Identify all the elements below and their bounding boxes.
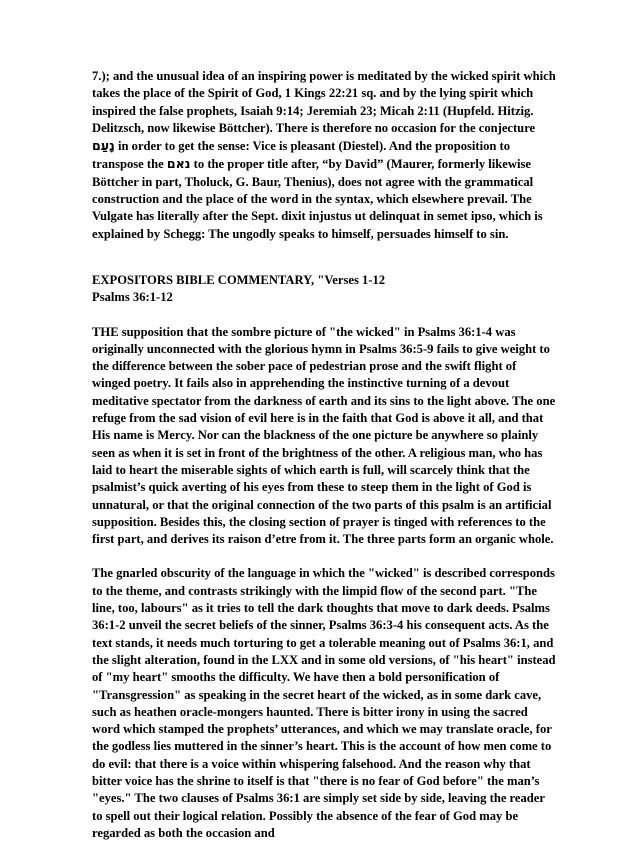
scripture-reference: Psalms 36:1-12 bbox=[92, 290, 173, 305]
paragraph-continuation bbox=[92, 68, 556, 243]
paragraph-gnarled-obscurity: The gnarled obscurity of the language in which the "wicked" is described corresponds to the theme, and contrasts strikingly with the limpid flow of the second part. "The line, too, labours" as it tries to tell the dark thoughts that move to dark deeds. Psalms 36:1-2 unveil the secret beliefs of the sinner, Psalms 36:3-4 his consequent acts. As the text stands, it needs much torturing to get a tolerable meaning out of Psalms 36:1, and the slight alteration, found in the LXX and in some old versions, of "his heart" instead of "my heart" smooths the difficulty. We have then a bold personification of "Transgression" as speaking in the secret heart of the wicked, as in some dark cave, such as heathen oracle-mongers haunted. There is bitter irony in using the sacred word which stamped the prophets’ utterances, and which we may translate oracle, for the godless lies muttered in the sinner’s heart. This is the account of how men come to do evil: that there is a voice within whispering falsehood. And the reason why that bitter voice has the shrine to itself is that "there is no fear of God before" the man’s "eyes." The two clauses of Psalms 36:1 are simply set side by side, leaving the reader to spell out their logical relation. Possibly the absence of the fear of God may be regarded as both the occasion and bbox=[92, 566, 556, 840]
paragraph-supposition: THE supposition that the sombre picture of "the wicked" in Psalms 36:1-4 was originally unconnected with the glorious hymn in Psalms 36:5-9 fails to give weight to the difference between the sober pace of pedestrian prose and the swift flight of winged poetry. It fails also in apprehending the instinctive turning of a devout meditative spectator from the darkness of earth and its sins to the light above. The one refuge from the sad vision of evil here is in the faith that God is above it all, and that His name is Mercy. Nor can the blackness of the one picture be anywhere so plainly seen as when it is set in front of the brightness of the other. A religious man, who has laid to heart the miserable sights of which earth is full, will scarcely think that the psalmist’s quick averting of his eyes from these to steep them in the light of God is unnatural, or that the original connection of the two parts of this psalm is an artificial supposition. Besides this, the closing section of prayer is tinged with references to the first part, and derives its raison d’etre from it. The three parts form an organic whole. bbox=[92, 324, 556, 547]
paragraph-text-part-2: in order to get the sense: Vice is pleasant (Diestel). And the proposition to transpose the bbox=[92, 139, 511, 172]
paragraph-text-part-1: 7.); and the unusual idea of an inspiring power is meditated by the wicked spirit which takes the place of the Spirit of God, 1 Kings 22:21 sq. and by the lying spirit which inspired the false prophets, Isaiah 9:14; Jeremiah 23; Micah 2:11 (Hupfeld. Hitzig. Delitzsch, now likewise Böttcher). There is therefore no occasion for the conjecture bbox=[92, 69, 556, 135]
hebrew-word-neum: נאם bbox=[166, 156, 191, 172]
hebrew-word-naam: נָעַם bbox=[92, 138, 115, 154]
section-heading: EXPOSITORS BIBLE COMMENTARY, "Verses 1-12 bbox=[92, 272, 386, 287]
paragraph-text-part-3: to the proper title after, “by David” (Maurer, formerly likewise Böttcher in part, Tholuck, G. Baur, Thenius), does not agree with the grammatical construction and the place of the word in the syntax, which elsewhere prevail. The Vulgate has literally after the Sept. dixit injustus ut delinquat in semet ipso, which is explained by Schegg: The ungodly speaks to himself, persuades himself to sin. bbox=[92, 157, 543, 241]
